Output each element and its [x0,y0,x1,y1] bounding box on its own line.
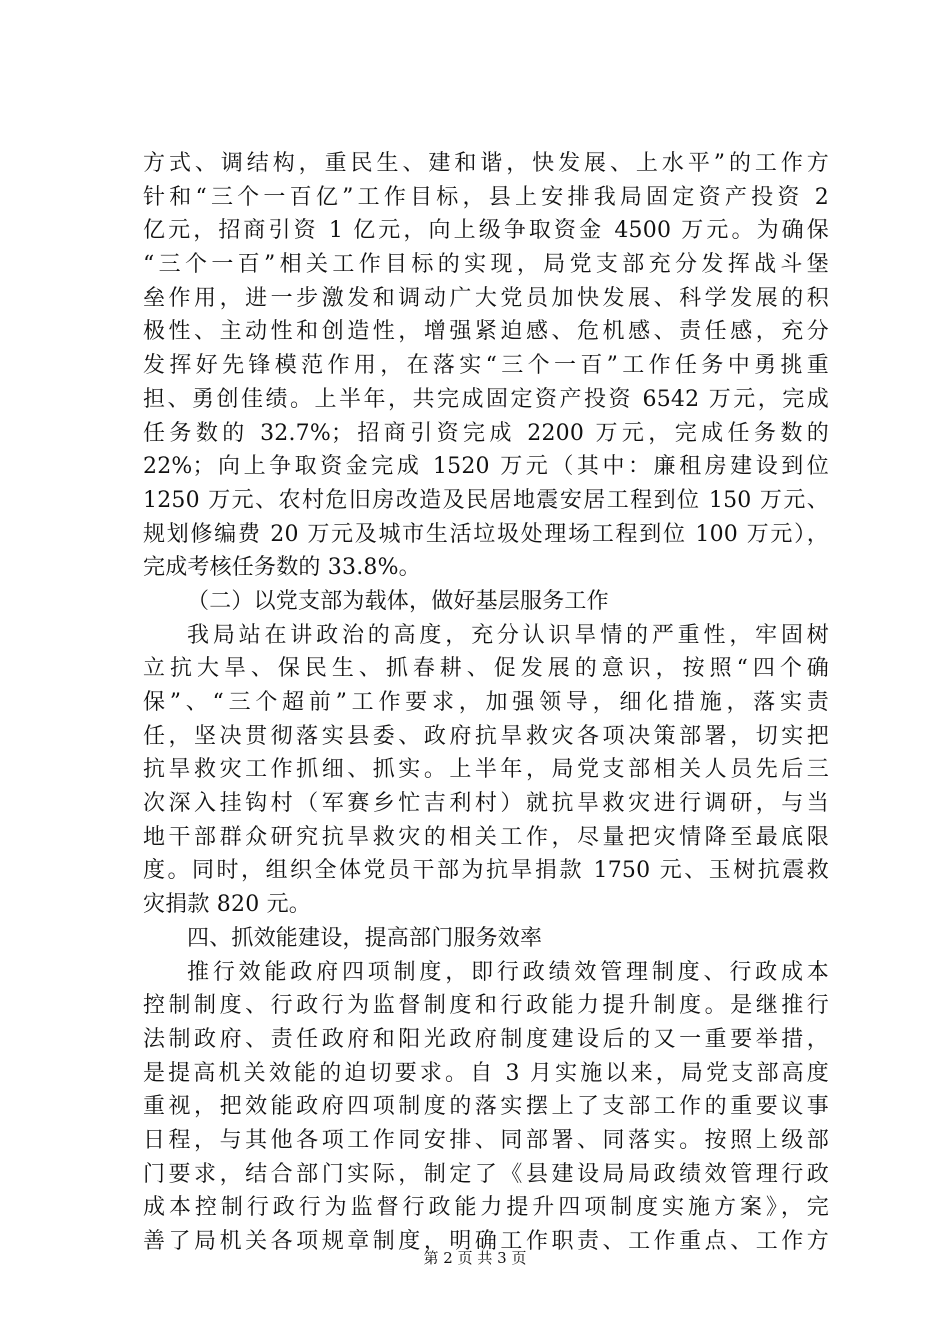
text-line: 22%；向上争取资金完成 1520 万元（其中：廉租房建设到位 [143,454,829,480]
page-footer: 第 2 页 共 3 页 [423,1249,527,1267]
text-line: 度。同时，组织全体党员干部为抗旱捐款 1750 元、玉树抗震救 [143,858,829,884]
text-line: 日程，与其他各项工作同安排、同部署、同落实。按照上级部 [143,1127,829,1153]
text-line: 重视，把效能政府四项制度的落实摆上了支部工作的重要议事 [143,1094,829,1120]
text-line: 善了局机关各项规章制度，明确工作职责、工作重点、工作方 [143,1229,829,1254]
section-heading: 四、抓效能建设，提高部门服务效率 [187,925,543,951]
text-line: 推行效能政府四项制度，即行政绩效管理制度、行政成本 [187,959,829,985]
text-line: 规划修编费 20 万元及城市生活垃圾处理场工程到位 100 万元）， [143,521,829,547]
text-line: 我局站在讲政治的高度，充分认识旱情的严重性，牢固树 [187,622,829,648]
text-line: 是提高机关效能的迫切要求。自 3 月实施以来，局党支部高度 [143,1060,829,1086]
text-line: 成本控制行政行为监督行政能力提升四项制度实施方案》，完 [143,1195,829,1221]
text-line: 任，坚决贯彻落实县委、政府抗旱救灾各项决策部署，切实把 [143,723,829,749]
text-line: 灾捐款 820 元。 [143,892,311,918]
text-line: 1250 万元、农村危旧房改造及民居地震安居工程到位 150 万元、 [143,487,829,513]
text-line: 垒作用，进一步激发和调动广大党员加快发展、科学发展的积 [143,285,829,311]
text-line: 担、勇创佳绩。上半年，共完成固定资产投资 6542 万元，完成 [143,386,829,412]
text-line: 法制政府、责任政府和阳光政府制度建设后的又一重要举措， [143,1026,829,1052]
text-line: 针和“三个一百亿”工作目标，县上安排我局固定资产投资 2 [143,184,829,210]
text-line: 亿元，招商引资 1 亿元，向上级争取资金 4500 万元。为确保 [143,218,829,244]
section-heading: （二）以党支部为载体，做好基层服务工作 [187,588,609,614]
text-line: 次深入挂钩村（军赛乡忙吉利村）就抗旱救灾进行调研，与当 [143,791,829,817]
text-line: 保”、“三个超前”工作要求，加强领导，细化措施，落实责 [143,690,829,715]
text-line: 立抗大旱、保民生、抓春耕、促发展的意识，按照“四个确 [143,656,829,682]
text-line: 方式、调结构，重民生、建和谐，快发展、上水平”的工作方 [143,151,829,176]
text-line: 抗旱救灾工作抓细、抓实。上半年，局党支部相关人员先后三 [143,757,829,783]
text-line: 地干部群众研究抗旱救灾的相关工作，尽量把灾情降至最底限 [143,824,829,850]
text-line: 控制制度、行政行为监督制度和行政能力提升制度。是继推行 [143,993,829,1019]
text-line: 门要求，结合部门实际，制定了《县建设局局政绩效管理行政 [143,1161,829,1187]
text-line: 完成考核任务数的 33.8%。 [143,555,421,581]
text-line: 任务数的 32.7%；招商引资完成 2200 万元，完成任务数的 [143,420,829,446]
text-line: “三个一百”相关工作目标的实现，局党支部充分发挥战斗堡 [143,252,829,278]
text-line: 极性、主动性和创造性，增强紧迫感、危机感、责任感，充分 [143,319,829,345]
document-body [143,147,829,1259]
text-line: 发挥好先锋模范作用，在落实“三个一百”工作任务中勇挑重 [143,353,829,379]
